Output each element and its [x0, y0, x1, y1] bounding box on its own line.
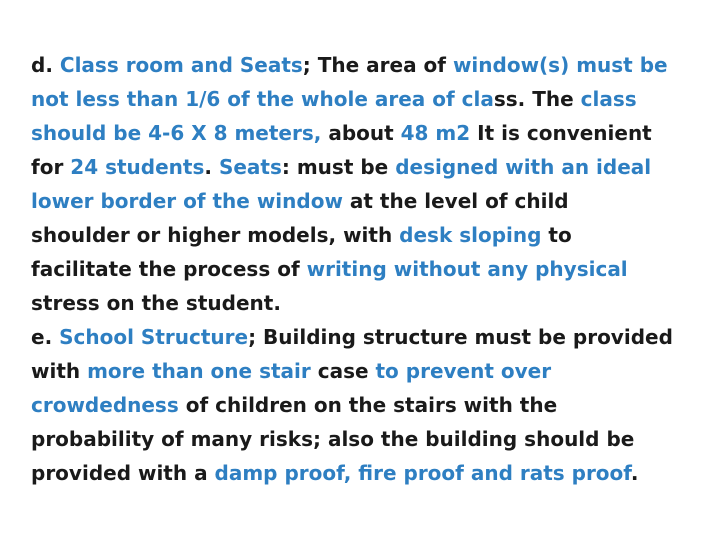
text-line	[31, 150, 701, 184]
highlighted-text: writing without any physical	[306, 257, 628, 281]
text-line	[31, 252, 701, 286]
plain-text: ; Building structure must be provided	[248, 325, 673, 349]
body-text	[31, 48, 701, 490]
plain-text: d.	[31, 53, 60, 77]
plain-text: .	[204, 155, 219, 179]
text-line	[31, 48, 701, 82]
highlighted-text: to prevent over	[375, 359, 552, 383]
plain-text: ss. The	[493, 87, 581, 111]
highlighted-text: not less than 1/6 of the whole area of cla	[31, 87, 494, 111]
text-line	[31, 116, 701, 150]
text-line	[31, 82, 701, 116]
text-line	[31, 286, 701, 320]
text-line	[31, 184, 701, 218]
plain-text: It is convenient	[470, 121, 652, 145]
highlighted-text: Seats	[218, 155, 282, 179]
highlighted-text: damp proof, fire proof and rats proof	[214, 461, 631, 485]
highlighted-text: designed with an ideal	[395, 155, 652, 179]
plain-text: case	[310, 359, 376, 383]
text-line	[31, 354, 701, 388]
plain-text: : must be	[281, 155, 396, 179]
highlighted-text: 48 m2	[400, 121, 471, 145]
plain-text: about	[321, 121, 401, 145]
highlighted-text: desk sloping	[399, 223, 542, 247]
highlighted-text: more than one stair	[87, 359, 311, 383]
text-line	[31, 218, 701, 252]
highlighted-text: should be 4-6 X 8 meters,	[31, 121, 322, 145]
plain-text: to	[541, 223, 572, 247]
plain-text: e.	[31, 325, 60, 349]
plain-text: at the level of child	[342, 189, 569, 213]
plain-text: ; The area of	[302, 53, 453, 77]
plain-text: shoulder or higher models, with	[31, 223, 400, 247]
plain-text: probability of many risks; also the building should be	[31, 427, 635, 451]
text-line	[31, 388, 701, 422]
highlighted-text: Class room and Seats	[59, 53, 303, 77]
highlighted-text: lower border of the window	[31, 189, 343, 213]
plain-text: stress on the student.	[31, 291, 281, 315]
highlighted-text: window(s) must be	[452, 53, 668, 77]
highlighted-text: 24 students	[70, 155, 205, 179]
plain-text: for	[31, 155, 71, 179]
text-line	[31, 422, 701, 456]
plain-text: of children on the stairs with the	[178, 393, 558, 417]
plain-text: with	[31, 359, 88, 383]
plain-text: .	[630, 461, 639, 485]
text-line	[31, 320, 701, 354]
plain-text: provided with a	[31, 461, 215, 485]
highlighted-text: crowdedness	[31, 393, 179, 417]
text-line	[31, 456, 701, 490]
plain-text: facilitate the process of	[31, 257, 307, 281]
highlighted-text: class	[580, 87, 637, 111]
highlighted-text: School Structure	[59, 325, 249, 349]
